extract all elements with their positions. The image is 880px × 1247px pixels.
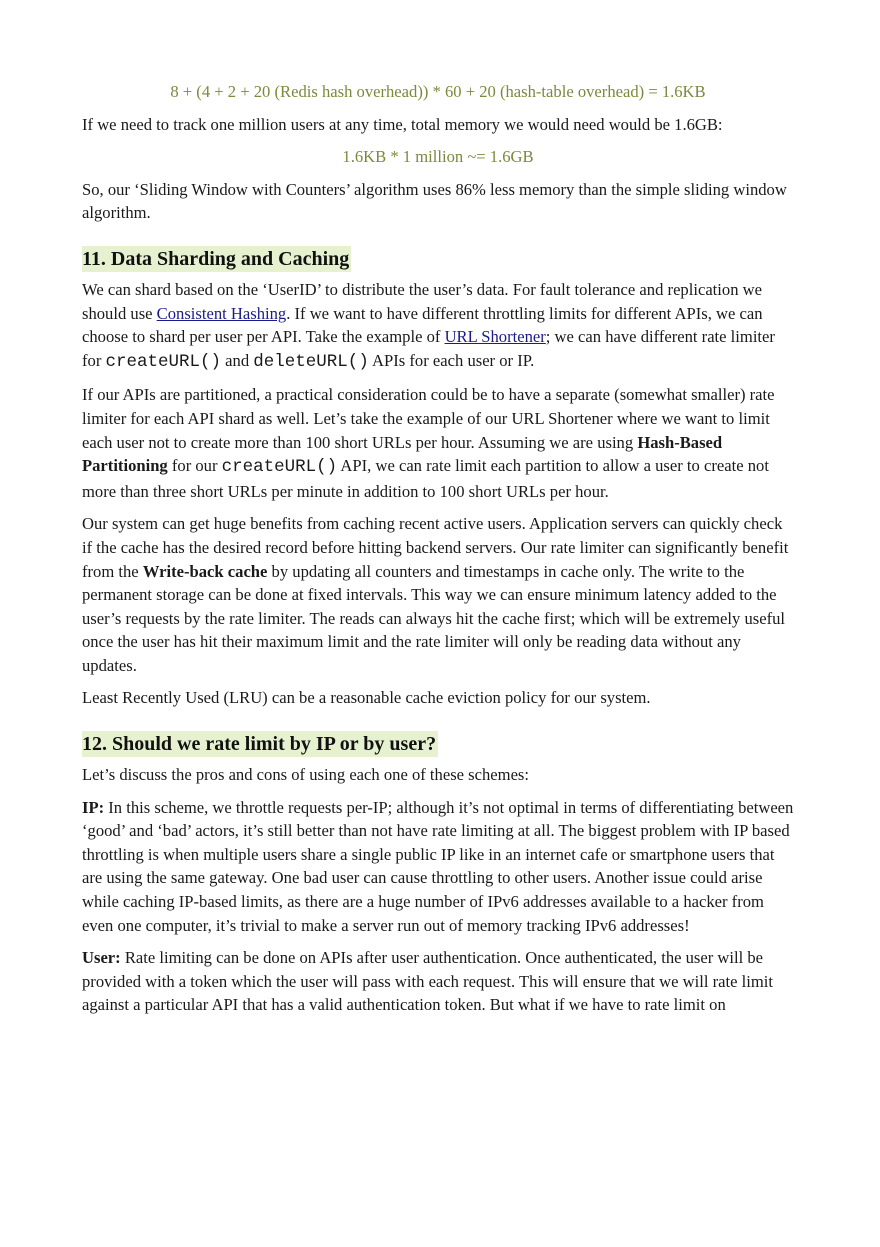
lru-paragraph: Least Recently Used (LRU) can be a reasonable cache eviction policy for our system. bbox=[82, 688, 651, 708]
user-paragraph: User: Rate limiting can be done on APIs after user authentication. Once authenticated, the user will be provided with a token which the user will pass with each request. This will ensure that we will rate limit against a particular API that has a valid authentication token. But what if we have to rate limit on bbox=[82, 948, 773, 1015]
memory-paragraph: If we need to track one million users at any time, total memory we would need would be 1.6GB: bbox=[82, 114, 723, 134]
write-back-cache-term: Write-back cache bbox=[142, 561, 268, 581]
sliding-window-paragraph: So, our ‘Sliding Window with Counters’ algorithm uses 86% less memory than the simple sliding window algorithm. bbox=[82, 179, 787, 223]
ip-label: IP: bbox=[82, 797, 105, 817]
document-page bbox=[82, 80, 794, 1026]
partition-paragraph: If our APIs are partitioned, a practical consideration could be to have a separate (somewhat smaller) rate limiter for each API shard as well. Let’s take the example of our URL Shortener where we want to limit each user not to create more than 100 short URLs per hour. Assuming we are using Hash-Based Partitioning for our createURL() API, we can rate limit each partition to allow a user to create not more than three short URLs per minute in addition to 100 short URLs per hour. bbox=[82, 385, 775, 501]
total-memory-formula: 1.6KB * 1 million ~= 1.6GB bbox=[342, 147, 534, 167]
user-label: User: bbox=[82, 948, 121, 968]
sharding-paragraph: We can shard based on the ‘UserID’ to distribute the user’s data. For fault tolerance and replication we should use Consistent Hashing. If we want to have different throttling limits for different APIs, we can choose to shard per user per API. Take the example of URL Shortener; we can have different rate limiter for createURL() and deleteURL() APIs for each user or IP. bbox=[82, 279, 775, 372]
url-shortener-link[interactable]: URL Shortener bbox=[444, 327, 546, 347]
caching-paragraph: Our system can get huge benefits from caching recent active users. Application servers can quickly check if the cache has the desired record before hitting backend servers. Our rate limiter can significantly benefit from the Write-back cache by updating all counters and timestamps in cache only. The write to the permanent storage can be done at fixed intervals. This way we can ensure minimum latency added to the user’s requests by the rate limiter. The reads can always hit the cache first; which will be extremely useful once the user has hit their maximum limit and the rate limiter will only be reading data without any updates. bbox=[82, 514, 789, 675]
schemes-intro: Let’s discuss the pros and cons of using each one of these schemes: bbox=[82, 765, 530, 785]
consistent-hashing-link[interactable]: Consistent Hashing bbox=[156, 303, 287, 323]
code-createurl: createURL() bbox=[105, 351, 222, 372]
memory-formula: 8 + (4 + 2 + 20 (Redis hash overhead)) * 60 + 20 (hash-table overhead) = 1.6KB bbox=[170, 82, 706, 101]
ip-paragraph: IP: In this scheme, we throttle requests per-IP; although it’s not optimal in terms of differentiating between ‘good’ and ‘bad’ actors, it’s still better than not have rate limiting at all. The biggest problem with IP based throttling is when multiple users share a single public IP like in an internet cafe or smartphone users that are using the same gateway. One bad user can cause throttling to other users. Another issue could arise while caching IP-based limits, as there are a huge number of IPv6 addresses available to a hacker from even one computer, it’s trivial to make a server run out of memory tracking IPv6 addresses! bbox=[82, 797, 794, 935]
section-11-heading: 11. Data Sharding and Caching bbox=[82, 247, 350, 270]
code-createurl-2: createURL() bbox=[221, 457, 338, 478]
hash-based-partitioning-term: Hash-Based Partitioning bbox=[82, 432, 723, 476]
code-deleteurl: deleteURL() bbox=[253, 351, 369, 372]
section-12-heading: 12. Should we rate limit by IP or by user? bbox=[82, 733, 437, 756]
